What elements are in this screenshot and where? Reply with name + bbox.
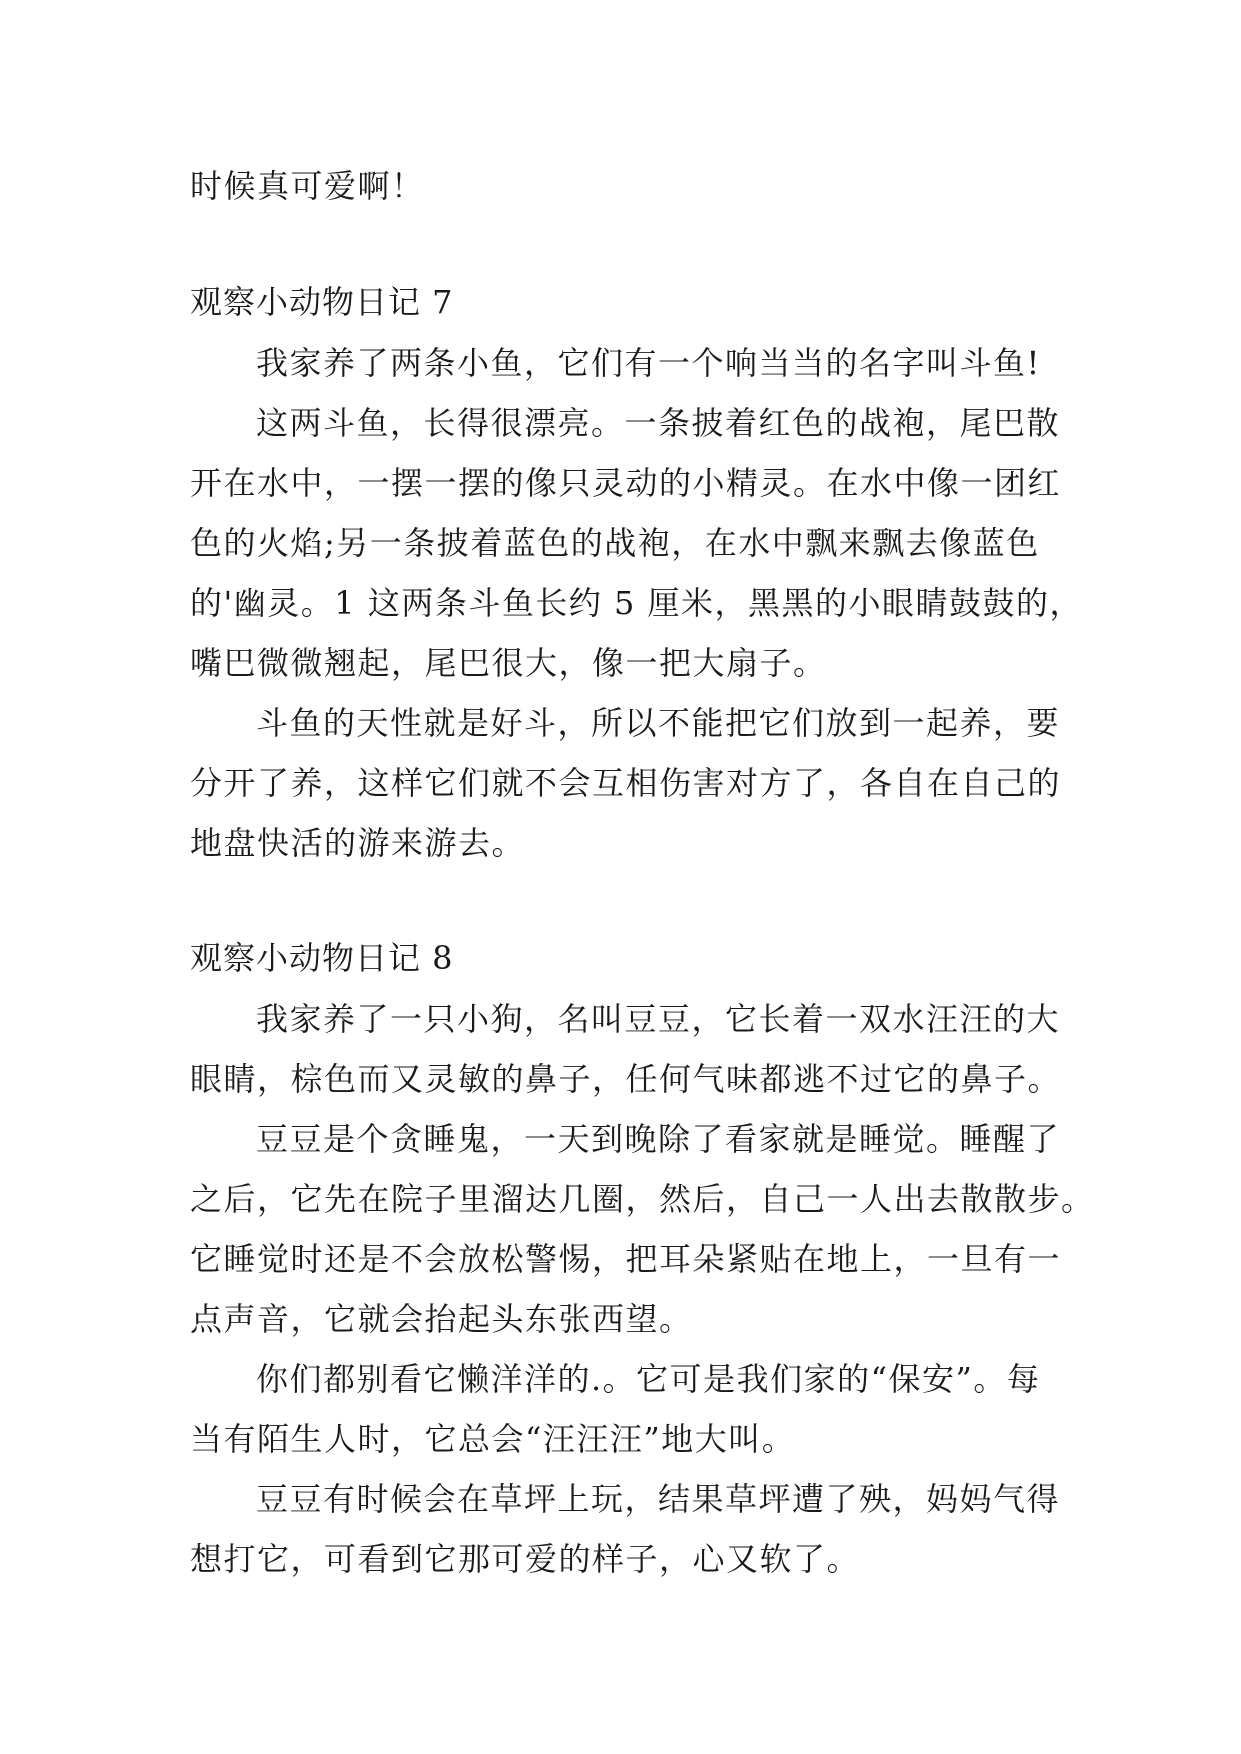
s7-p2-line2: 开在水中，一摆一摆的像只灵动的小精灵。在水中像一团红 — [190, 464, 1062, 502]
intro-tail-line: 时候真可爱啊！ — [190, 167, 425, 205]
s7-p3-line2: 分开了养，这样它们就不会互相伤害对方了，各自在自己的 — [190, 764, 1062, 802]
section7-title: 观察小动物日记 7 — [190, 283, 454, 321]
s8-p2-line3: 它睡觉时还是不会放松警惕，把耳朵紧贴在地上，一旦有一 — [190, 1240, 1062, 1278]
s8-p3-line1: 你们都别看它懒洋洋的.。它可是我们家的“保安”。每 — [256, 1360, 1041, 1398]
s7-p3-line1: 斗鱼的天性就是好斗，所以不能把它们放到一起养，要 — [256, 704, 1061, 742]
s8-p3-line2: 当有陌生人时，它总会“汪汪汪”地大叫。 — [190, 1420, 796, 1458]
s8-p2-line2: 之后，它先在院子里溜达几圈，然后，自己一人出去散散步。 — [190, 1180, 1095, 1218]
s7-p2-line5: 嘴巴微微翘起，尾巴很大，像一把大扇子。 — [190, 644, 827, 682]
s7-p3-line3: 地盘快活的游来游去。 — [190, 824, 526, 862]
s8-p1-line1: 我家养了一只小狗，名叫豆豆，它长着一双水汪汪的大 — [256, 1000, 1061, 1038]
s8-p2-line4: 点声音，它就会抬起头东张西望。 — [190, 1300, 693, 1338]
s7-p2-line1: 这两斗鱼，长得很漂亮。一条披着红色的战袍，尾巴散 — [256, 404, 1061, 442]
section8-title: 观察小动物日记 8 — [190, 939, 454, 977]
s8-p1-line2: 眼睛，棕色而又灵敏的鼻子，任何气味都逃不过它的鼻子。 — [190, 1060, 1062, 1098]
s7-p2-line4: 的'幽灵。1 这两条斗鱼长约 5 厘米，黑黑的小眼睛鼓鼓的， — [190, 584, 1084, 622]
s8-p4-line1: 豆豆有时候会在草坪上玩，结果草坪遭了殃，妈妈气得 — [256, 1480, 1061, 1518]
s7-p1-line1: 我家养了两条小鱼，它们有一个响当当的名字叫斗鱼! — [256, 344, 1041, 382]
s8-p2-line1: 豆豆是个贪睡鬼，一天到晚除了看家就是睡觉。睡醒了 — [256, 1120, 1061, 1158]
s7-p2-line3: 色的火焰;另一条披着蓝色的战袍，在水中飘来飘去像蓝色 — [190, 524, 1040, 562]
s8-p4-line2: 想打它，可看到它那可爱的样子，心又软了。 — [190, 1540, 861, 1578]
